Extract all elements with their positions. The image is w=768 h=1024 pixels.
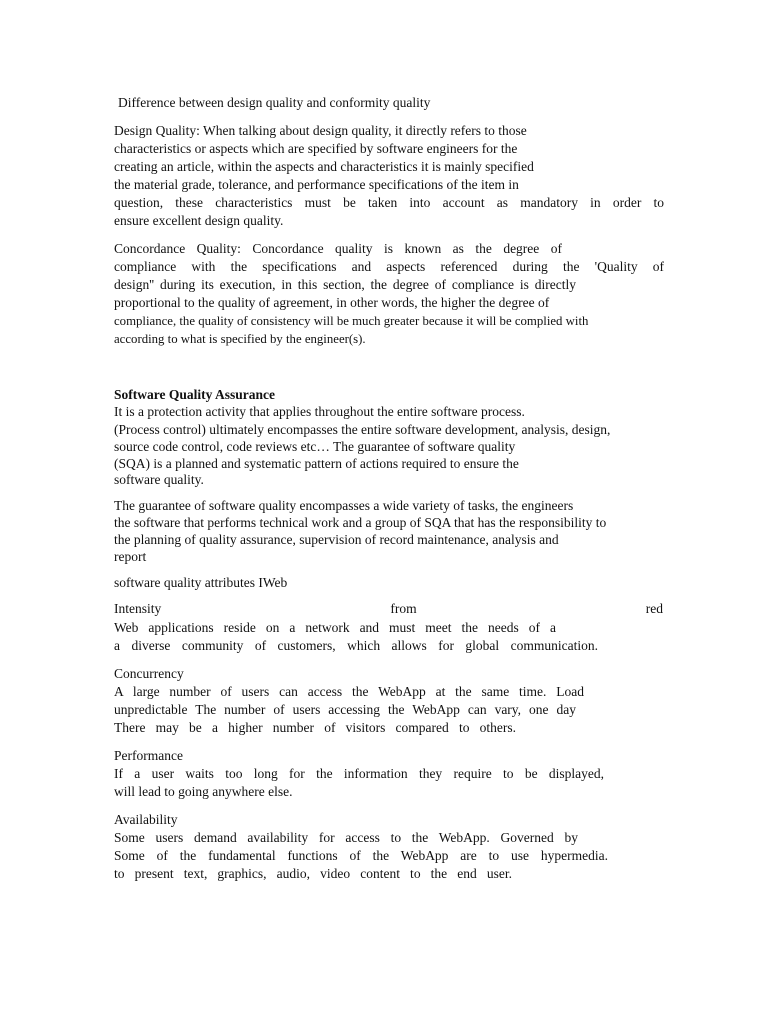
sqa-tasks-line: the software that performs technical work and a group of SQA that has the responsibility to	[114, 515, 607, 530]
sqa-tasks-line: report	[114, 549, 147, 564]
concordance-quality-line: compliance with the specifications and aspects referenced during the 'Quality of	[114, 259, 664, 274]
concurrency-line: There may be a higher number of visitors compared to others.	[114, 720, 516, 735]
sqa-tasks-line: the planning of quality assurance, supervision of record maintenance, analysis and	[114, 532, 559, 547]
sqa-tasks-line: The guarantee of software quality encompasses a wide variety of tasks, the engineers	[114, 498, 574, 513]
attributes-heading: software quality attributes IWeb	[114, 575, 288, 590]
performance-line: will lead to going anywhere else.	[114, 784, 293, 799]
sqa-heading: Software Quality Assurance	[114, 387, 275, 402]
sqa-line: (Process control) ultimately encompasses the entire software development, analysis, design,	[114, 422, 611, 437]
availability-heading: Availability	[114, 812, 178, 827]
sqa-line: software quality.	[114, 472, 204, 487]
from-word: from	[390, 601, 417, 616]
design-quality-line: the material grade, tolerance, and performance specifications of the item in	[114, 177, 519, 192]
availability-line: to present text, graphics, audio, video content to the end user.	[114, 866, 512, 881]
concordance-quality-line: proportional to the quality of agreement, in other words, the higher the degree of	[114, 295, 550, 310]
concordance-quality-line: according to what is specified by the engineer(s).	[114, 332, 366, 346]
concordance-quality-line: compliance, the quality of consistency will be much greater because it will be complied with	[114, 314, 589, 328]
intensity-line: Web applications reside on a network and must meet the needs of a	[114, 620, 556, 635]
design-quality-line: ensure excellent design quality.	[114, 213, 284, 228]
concordance-quality-line: Concordance Quality: Concordance quality is known as the degree of	[114, 241, 562, 256]
design-quality-line: Design Quality: When talking about design quality, it directly refers to those	[114, 123, 527, 138]
design-quality-line: question, these characteristics must be taken into account as mandatory in order to	[114, 195, 664, 210]
performance-line: If a user waits too long for the information they require to be displayed,	[114, 766, 604, 781]
concurrency-line: A large number of users can access the WebApp at the same time. Load	[114, 684, 584, 699]
sqa-line: It is a protection activity that applies throughout the entire software process.	[114, 404, 525, 419]
design-quality-line: characteristics or aspects which are specified by software engineers for the	[114, 141, 518, 156]
availability-line: Some users demand availability for access to the WebApp. Governed by	[114, 830, 578, 845]
intensity-word: Intensity	[114, 601, 162, 616]
performance-heading: Performance	[114, 748, 183, 763]
sqa-line: (SQA) is a planned and systematic pattern of actions required to ensure the	[114, 456, 519, 471]
concurrency-line: unpredictable The number of users accessing the WebApp can vary, one day	[114, 702, 576, 717]
intensity-row	[114, 600, 663, 618]
document-title: Difference between design quality and conformity quality	[118, 95, 431, 110]
red-word: red	[645, 601, 663, 616]
availability-line: Some of the fundamental functions of the WebApp are to use hypermedia.	[114, 848, 608, 863]
concordance-quality-line: design'' during its execution, in this section, the degree of compliance is directly	[114, 277, 576, 292]
design-quality-line: creating an article, within the aspects and characteristics it is mainly specified	[114, 159, 534, 174]
concurrency-heading: Concurrency	[114, 666, 184, 681]
intensity-line: a diverse community of customers, which allows for global communication.	[114, 638, 598, 653]
sqa-line: source code control, code reviews etc… The guarantee of software quality	[114, 439, 516, 454]
